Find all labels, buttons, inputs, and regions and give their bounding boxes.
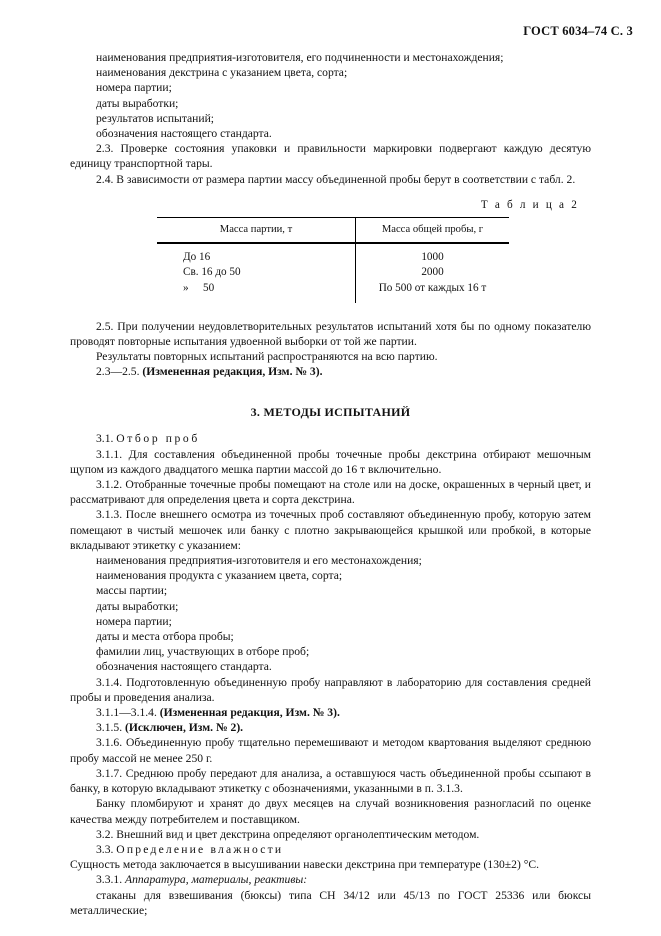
clause-3-1-3: 3.1.3. После внешнего осмотра из точечных проб составляют объединенную пробу, которую затем помещают в чистый мешочек или банку с плотно закрывающейся крышкой или пробкой, в которые вкладывают этикетку с указанием: [70,508,591,552]
table-2-wrapper [157,217,509,303]
standard-reference: ГОСТ 6034–74 С. 3 [523,24,633,38]
revision-text: (Измененная редакция, Изм. № 3). [142,365,323,379]
table-2-caption: Т а б л и ц а 2 [480,198,579,211]
clause-3-2: 3.2. Внешний вид и цвет декстрина определяют органолептическим методом. [96,827,480,841]
table-row [157,243,509,303]
list-item: даты и места отбора пробы; [96,630,234,644]
table-2 [157,217,509,303]
table-cell-value: По 500 от каждых 16 т [378,282,487,295]
table-cell-value: До 16 [183,250,211,263]
list-item: обозначения настоящего стандарта. [96,127,272,141]
clause-title: Определение влажности [116,842,284,856]
sample-label-list [70,553,591,675]
list-item: наименования декстрина с указанием цвета, сорта; [96,66,348,80]
clause-3-3-1-heading [70,872,591,887]
clause-number: 3.1. [96,432,117,446]
clause-number: 3.3.1. [96,873,125,887]
revision-range: 3.1.1—3.1.4. [96,706,160,720]
clause-2-3: 2.3. Проверке состояния упаковки и правильности маркировки подвергают каждую десятую единицу транспортной тары. [70,142,591,171]
list-item: фамилии лиц, участвующих в отборе проб; [96,645,310,659]
table-cell-value: 50 [203,282,215,295]
list-item: наименования предприятия-изготовителя и его местонахождения; [96,554,422,568]
clause-3-1-4: 3.1.4. Подготовленную объединенную пробу направляют в лабораторию для составления средней пробы и проведения анализа. [70,675,591,704]
clause-3-1-2: 3.1.2. Отобранные точечные пробы помещают на столе или на доске, окрашенных в черный цвет, и рассматривают для определения цвета и сорта декстрина. [70,478,591,507]
clause-3-1-6: 3.1.6. Объединенную пробу тщательно перемешивают и методом квартования выделяют среднюю пробу массой не менее 250 г. [70,736,591,765]
revision-note-3-1-1-3-1-4 [70,705,591,720]
clause-3-1-1: 3.1.1. Для составления объединенной пробы точечные пробы декстрина отбирают мешочным щупом из каждого двадцатого мешка партии массой до 16 т включительно. [70,447,591,476]
list-item: результатов испытаний; [96,111,215,125]
clause-2-5-continuation: Результаты повторных испытаний распространяются на всю партию. [96,350,438,364]
revision-range: 3.1.5. [96,721,125,735]
marking-requirements-list [70,50,591,141]
clause-number: 3.3. [96,842,117,856]
table-cell-value: 2000 [421,266,444,279]
column-header-mass-sample: Масса общей пробы, г [356,217,510,243]
clause-3-1-7: 3.1.7. Среднюю пробу передают для анализа, а оставшуюся часть объединенной пробы ссыпают в банку, в которую вкладывают этикетку с обозначениями, указанными в п. 3.1.3. [70,766,591,796]
table-cell-sample-mass-group [356,243,510,303]
clause-title: Аппаратура, материалы, реактивы: [124,873,308,887]
clause-2-5: 2.5. При получении неудовлетворительных результатов испытаний хотя бы по одному показателю проводят повторные испытания удвоенной выборки от той же партии. [70,319,591,348]
ditto-mark: » [183,282,189,295]
table-cell-value: 1000 [421,250,444,263]
list-item: обозначения настоящего стандарта. [96,660,272,674]
clause-3-3-heading [70,842,591,857]
list-item: номера партии; [96,81,172,95]
list-item: массы партии; [96,584,168,598]
revision-note-3-1-5 [70,720,591,735]
table-cell-lot-mass-group [157,243,356,303]
clause-3-3-body: Сущность метода заключается в высушивании навески декстрина при температуре (130±2) °С. [70,858,539,872]
document-body [70,50,591,918]
page-header [0,24,633,39]
list-item: даты выработки; [96,96,179,110]
column-header-mass-lot: Масса партии, т [157,217,356,243]
clause-title: Отбор проб [116,432,200,446]
revision-note-2-3-2-5 [70,364,591,379]
clause-3-3-1-body: стаканы для взвешивания (бюксы) типа СН 34/12 или 45/13 по ГОСТ 25336 или бюксы металлические; [70,888,591,917]
revision-text: (Исключен, Изм. № 2). [124,721,244,735]
table-cell-value-ditto-row [183,281,355,297]
clause-3-1-7-continuation: Банку пломбируют и хранят до двух месяцев на случай возникновения разногласий по оценке качества между потребителем и поставщиком. [70,797,591,826]
section-heading-3: 3. МЕТОДЫ ИСПЫТАНИЙ [250,405,411,420]
spacer [70,303,591,319]
list-item: номера партии; [96,614,172,628]
spacer [70,420,591,431]
table-header-row [157,217,509,243]
list-item: наименования продукта с указанием цвета, сорта; [96,569,343,583]
list-item: наименования предприятия-изготовителя, его подчиненности и местонахождения; [96,51,504,64]
clause-2-4: 2.4. В зависимости от размера партии массу объединенной пробы берут в соответствии с табл. 2. [96,172,576,186]
list-item: даты выработки; [96,599,179,613]
revision-text: (Измененная редакция, Изм. № 3). [159,706,340,720]
table-cell-value: Св. 16 до 50 [183,266,241,279]
clause-3-1-heading [70,431,591,446]
revision-range: 2.3—2.5. [96,365,143,379]
